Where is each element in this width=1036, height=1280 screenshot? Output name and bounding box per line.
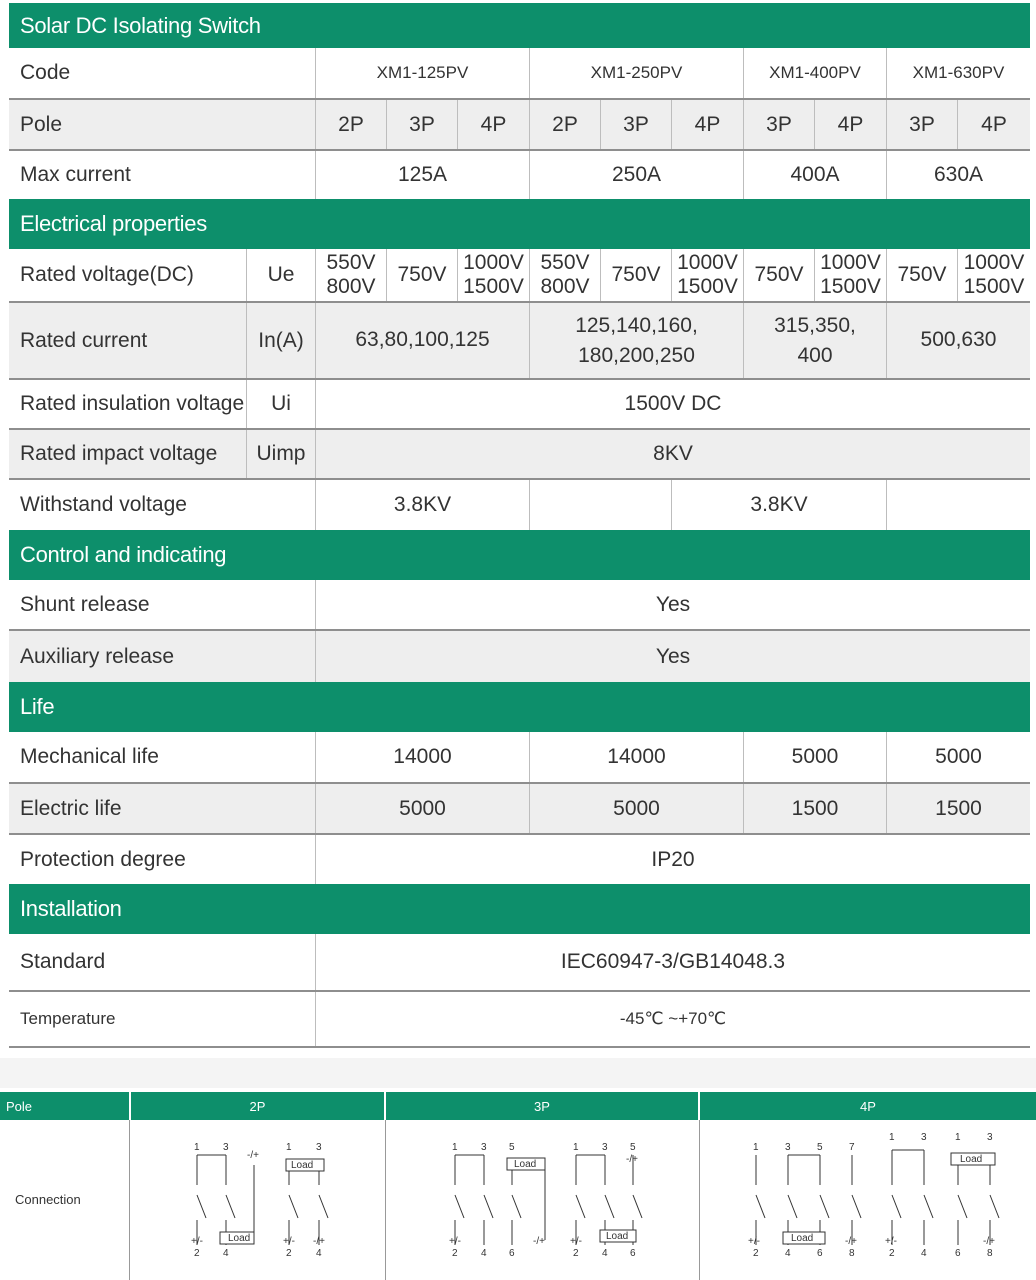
terminal-label: 4 <box>481 1248 487 1259</box>
section-header-solar <box>9 3 1030 48</box>
pole-value: 3P <box>601 100 672 149</box>
electric-life-value: 5000 <box>316 784 530 833</box>
max-current-value: 630A <box>933 163 984 187</box>
terminal-label: 4 <box>602 1248 608 1259</box>
load-label: Load <box>228 1233 251 1244</box>
terminal-label: 1 <box>573 1142 579 1153</box>
voltage-line: 800V <box>540 275 590 298</box>
rated-voltage-value <box>887 249 958 301</box>
rated-voltage-label: Rated voltage(DC) <box>9 249 247 301</box>
mechanical-life-value: 14000 <box>316 732 530 782</box>
pole-value: 4P <box>458 100 530 149</box>
pole-value: 2P <box>316 100 387 149</box>
temperature-label: Temperature <box>9 992 316 1046</box>
rated-voltage-symbol: Ue <box>247 249 316 301</box>
rated-impact-label: Rated impact voltage <box>9 430 247 478</box>
polarity-label: +/- <box>283 1236 295 1247</box>
terminal-label: 8 <box>849 1248 855 1259</box>
rated-insulation-value: 1500V DC <box>624 392 722 416</box>
withstand-value: 3.8KV <box>316 480 530 530</box>
withstand-value: 3.8KV <box>672 480 887 530</box>
section-header-installation <box>9 884 1030 934</box>
connection-table <box>0 1058 1036 1280</box>
rated-current-value <box>316 303 530 378</box>
load-label: Load <box>960 1154 983 1165</box>
terminal-label: 5 <box>630 1142 636 1153</box>
standard-value: IEC60947-3/GB14048.3 <box>560 950 786 974</box>
load-label: Load <box>514 1159 537 1170</box>
section-header-control <box>9 530 1030 580</box>
current-line: 180,200,250 <box>578 343 695 367</box>
voltage-line: 800V <box>326 275 376 298</box>
electric-life-value: 5000 <box>530 784 744 833</box>
section-title: Control and indicating <box>20 542 227 567</box>
terminal-label: 8 <box>987 1248 993 1259</box>
withstand-value <box>530 480 672 530</box>
withstand-label: Withstand voltage <box>9 480 316 530</box>
terminal-label: 3 <box>223 1142 229 1153</box>
terminal-label: 2 <box>753 1248 759 1259</box>
terminal-label: 6 <box>955 1248 961 1259</box>
rated-impact-symbol: Uimp <box>247 430 316 478</box>
section-title: Electrical properties <box>20 211 207 236</box>
rated-voltage-value <box>815 249 887 301</box>
pole-value: 4P <box>815 100 887 149</box>
voltage-line: 1500V <box>963 275 1025 298</box>
conn-header-2p: 2P <box>131 1092 384 1120</box>
terminal-label: 6 <box>509 1248 515 1259</box>
current-line: 400 <box>797 343 833 367</box>
voltage-line: 550V <box>326 250 376 274</box>
terminal-label: 6 <box>817 1248 823 1259</box>
current-line: 500,630 <box>920 328 997 352</box>
electric-life-value: 1500 <box>744 784 887 833</box>
protection-value: IP20 <box>651 847 695 871</box>
current-line: 125,140,160, <box>575 314 698 338</box>
voltage-line: 1000V <box>820 250 881 274</box>
terminal-label: 2 <box>889 1248 895 1259</box>
polarity-label: -/+ <box>533 1236 545 1247</box>
terminal-label: 4 <box>785 1248 791 1259</box>
rated-impact-value: 8KV <box>653 442 693 466</box>
section-header-electrical <box>9 199 1030 249</box>
max-current-value: 400A <box>744 151 887 199</box>
withstand-value <box>887 480 1030 530</box>
polarity-label: -/+ <box>983 1236 995 1247</box>
terminal-label: 7 <box>849 1142 855 1153</box>
terminal-label: 1 <box>286 1142 292 1153</box>
section-header-life <box>9 682 1030 732</box>
rated-current-label: Rated current <box>9 303 247 378</box>
polarity-label: +/- <box>748 1236 760 1247</box>
pole-value: 3P <box>887 100 958 149</box>
model-code: XM1-630PV <box>912 62 1005 82</box>
shunt-value: Yes <box>655 592 691 616</box>
voltage-line: 1500V <box>820 275 881 298</box>
terminal-label: 2 <box>194 1248 200 1259</box>
load-label: Load <box>291 1160 314 1171</box>
voltage-line: 1000V <box>463 250 524 274</box>
max-current-value: 250A <box>530 151 744 199</box>
model-code: XM1-250PV <box>530 48 744 98</box>
conn-header-3p: 3P <box>386 1092 698 1120</box>
voltage-line: 750V <box>897 262 947 286</box>
section-title: Life <box>20 694 55 719</box>
load-label: Load <box>791 1233 814 1244</box>
rated-voltage-value <box>601 249 672 301</box>
polarity-label: -/+ <box>626 1154 638 1165</box>
polarity-label: +/- <box>885 1236 897 1247</box>
voltage-line: 750V <box>754 262 804 286</box>
terminal-label: 2 <box>286 1248 292 1259</box>
pole-value: 3P <box>744 100 815 149</box>
mechanical-life-value: 5000 <box>935 745 982 769</box>
polarity-label: -/+ <box>845 1236 857 1247</box>
protection-label: Protection degree <box>9 835 316 884</box>
model-code: XM1-125PV <box>316 48 530 98</box>
terminal-label: 3 <box>921 1132 927 1143</box>
standard-label: Standard <box>9 934 316 990</box>
rated-insulation-symbol: Ui <box>247 380 316 428</box>
polarity-label: -/+ <box>247 1150 259 1161</box>
terminal-label: 1 <box>955 1132 961 1143</box>
polarity-label: +/- <box>449 1236 461 1247</box>
voltage-line: 550V <box>540 250 590 274</box>
rated-voltage-value <box>316 249 387 301</box>
code-label: Code <box>9 48 316 98</box>
electric-life-value: 1500 <box>935 796 982 820</box>
terminal-label: 4 <box>223 1248 229 1259</box>
terminal-label: 3 <box>316 1142 322 1153</box>
terminal-label: 5 <box>817 1142 823 1153</box>
current-line: 63,80,100,125 <box>355 328 490 352</box>
auxiliary-value: Yes <box>655 644 691 668</box>
section-title: Solar DC Isolating Switch <box>20 12 261 38</box>
terminal-label: 4 <box>921 1248 927 1259</box>
voltage-line: 1000V <box>677 250 738 274</box>
rated-voltage-value <box>744 249 815 301</box>
terminal-label: 2 <box>573 1248 579 1259</box>
terminal-label: 3 <box>481 1142 487 1153</box>
terminal-label: 1 <box>753 1142 759 1153</box>
terminal-label: 1 <box>889 1132 895 1143</box>
model-code: XM1-400PV <box>744 48 887 98</box>
pole-value: 2P <box>530 100 601 149</box>
voltage-line: 1000V <box>963 250 1025 274</box>
load-label: Load <box>606 1231 629 1242</box>
conn-header-pole: Pole <box>0 1092 129 1120</box>
voltage-line: 750V <box>397 262 447 286</box>
voltage-line: 1500V <box>463 275 524 298</box>
pole-value: 4P <box>981 112 1007 136</box>
terminal-label: 1 <box>452 1142 458 1153</box>
max-current-label: Max current <box>9 151 316 199</box>
terminal-label: 3 <box>785 1142 791 1153</box>
voltage-line: 750V <box>611 262 661 286</box>
connection-label: Connection <box>15 1192 81 1207</box>
voltage-line: 1500V <box>677 275 738 298</box>
pole-label: Pole <box>9 100 316 149</box>
pole-value: 4P <box>672 100 744 149</box>
rated-current-value <box>744 303 887 378</box>
section-title: Installation <box>20 896 122 921</box>
terminal-label: 3 <box>987 1132 993 1143</box>
rated-voltage-value <box>672 249 744 301</box>
conn-header-4p: 4P <box>700 1092 1036 1120</box>
rated-voltage-value <box>387 249 458 301</box>
rated-voltage-value <box>530 249 601 301</box>
electric-life-label: Electric life <box>9 784 316 833</box>
polarity-label: +/- <box>570 1236 582 1247</box>
rated-voltage-value <box>458 249 530 301</box>
rated-insulation-label: Rated insulation voltage <box>9 380 247 428</box>
temperature-value: -45℃ ~+70℃ <box>619 1008 727 1028</box>
mechanical-life-label: Mechanical life <box>9 732 316 782</box>
max-current-value: 125A <box>316 151 530 199</box>
terminal-label: 2 <box>452 1248 458 1259</box>
pole-value: 3P <box>387 100 458 149</box>
auxiliary-label: Auxiliary release <box>9 631 316 682</box>
rated-voltage-value <box>958 249 1030 301</box>
diagram-labels <box>0 1120 1036 1280</box>
gap-band <box>0 1058 1036 1088</box>
rated-current-symbol: In(A) <box>247 303 316 378</box>
current-line: 315,350, <box>774 314 856 338</box>
rated-current-value <box>530 303 744 378</box>
terminal-label: 5 <box>509 1142 515 1153</box>
polarity-label: +/- <box>191 1236 203 1247</box>
shunt-label: Shunt release <box>9 580 316 629</box>
mechanical-life-value: 14000 <box>530 732 744 782</box>
terminal-label: 3 <box>602 1142 608 1153</box>
rated-current-value <box>887 303 1030 378</box>
polarity-label: -/+ <box>313 1236 325 1247</box>
terminal-label: 6 <box>630 1248 636 1259</box>
terminal-label: 4 <box>316 1248 322 1259</box>
mechanical-life-value: 5000 <box>744 732 887 782</box>
terminal-label: 1 <box>194 1142 200 1153</box>
divider <box>9 1046 1030 1048</box>
